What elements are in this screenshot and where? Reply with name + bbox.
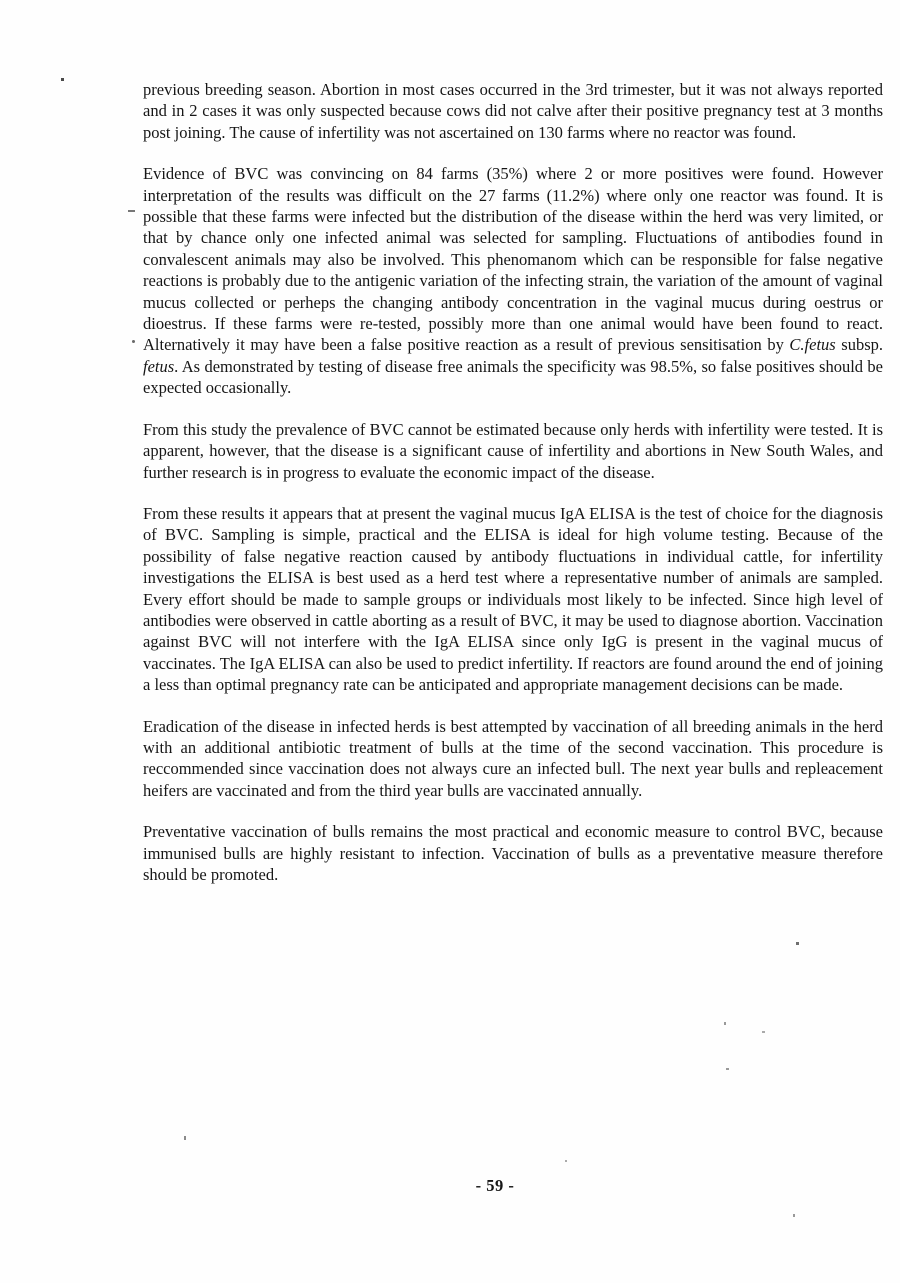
subspecies-label: subsp. [835,335,883,355]
paragraph-3-text: From this study the prevalence of BVC cannot be estimated because only herds with infertility were tested. It is apparent, however, that the disease is a significant cause of infertility and abortions in New South Wales, and further research is in progress to evaluate the economic impact of the disease. [143,419,883,482]
paragraph-1 [143,79,883,143]
paragraph-4-text: From these results it appears that at present the vaginal mucus IgA ELISA is the test of choice for the diagnosis of BVC. Sampling is simple, practical and the ELISA is ideal for high volume testing. Because of the possibility of false negative reaction caused by antibody fluctuations in individual cattle, for infertility investigations the ELISA is best used as a herd test where a representative number of animals are sampled. Every effort should be made to sample groups or individuals most likely to be infected. Since high level of antibodies were observed in cattle aborting as a result of BVC, it may be used to diagnose abortion. Vaccination against BVC will not interfere with the IgA ELISA since only IgG is present in the vaginal mucus of vaccinates. The IgA ELISA can also be used to predict infertility. If reactors are found around the end of joining a less than optimal pregnancy rate can be anticipated and appropriate management decisions can be made. [143,503,883,695]
paragraph-5-text: Eradication of the disease in infected herds is best attempted by vaccination of all breeding animals in the herd with an additional antibiotic treatment of bulls at the time of the second vaccination. This procedure is reccommended since vaccination does not always cure an infected bull. The next year bulls and repleacement heifers are vaccinated and from the third year bulls are vaccinated annually. [143,716,883,800]
scan-speck [726,1068,729,1070]
paragraph-6-text: Preventative vaccination of bulls remains the most practical and economic measure to control BVC, because immunised bulls are highly resistant to infection. Vaccination of bulls as a preventative measure therefore should be promoted. [143,822,883,884]
scan-speck [796,942,799,945]
page-body-text [143,79,883,905]
species-name-italic: C.fetus [789,335,836,355]
subspecies-name-italic: fetus [143,356,175,376]
scan-speck [565,1160,567,1162]
paragraph-1-text: previous breeding season. Abortion in most cases occurred in the 3rd trimester, but it was not always reported and in 2 cases it was only suspected because cows did not calve after their positive pregnancy test at 3 months post joining. The cause of infertility was not ascertained on 130 farms where no reactor was found. [143,80,883,142]
scan-speck [184,1136,186,1140]
page-number: - 59 - [475,1176,515,1195]
paragraph-2-text: Evidence of BVC was convincing on 84 farms (35%) where 2 or more positives were found. However interpretation of the results was difficult on the 27 farms (11.2%) where only one reactor was found. It is possible that these farms were infected but the distribution of the disease within the herd was very limited, or that by chance only one infected animal was selected for sampling. Fluctuations of antibodies found in convalescent animals may also be involved. This phenomanom which can be responsible for false negative reactions is probably due to the antigenic variation of the infecting strain, the variation of the amount of vaginal mucus collected or perheps the changing antibody concentration in the vaginal mucus during oestrus or dioestrus. If these farms were re-tested, possibly more than one animal would have been found to react. Alternatively it may have been a false positive reaction as a result of previous sensitisation by [143,164,883,355]
scan-speck [132,340,135,343]
scan-speck [724,1022,726,1025]
scan-speck [793,1214,795,1217]
paragraph-4 [143,503,883,696]
paragraph-2-text-end: . As demonstrated by testing of disease free animals the specificity was 98.5%, so false positives should be expected occasionally. [143,356,883,398]
paragraph-2 [143,163,883,398]
scan-speck [762,1031,765,1033]
paragraph-3 [143,419,883,483]
scan-speck [128,210,135,212]
paragraph-6 [143,821,883,885]
paragraph-5 [143,716,883,802]
scan-speck [61,78,64,81]
